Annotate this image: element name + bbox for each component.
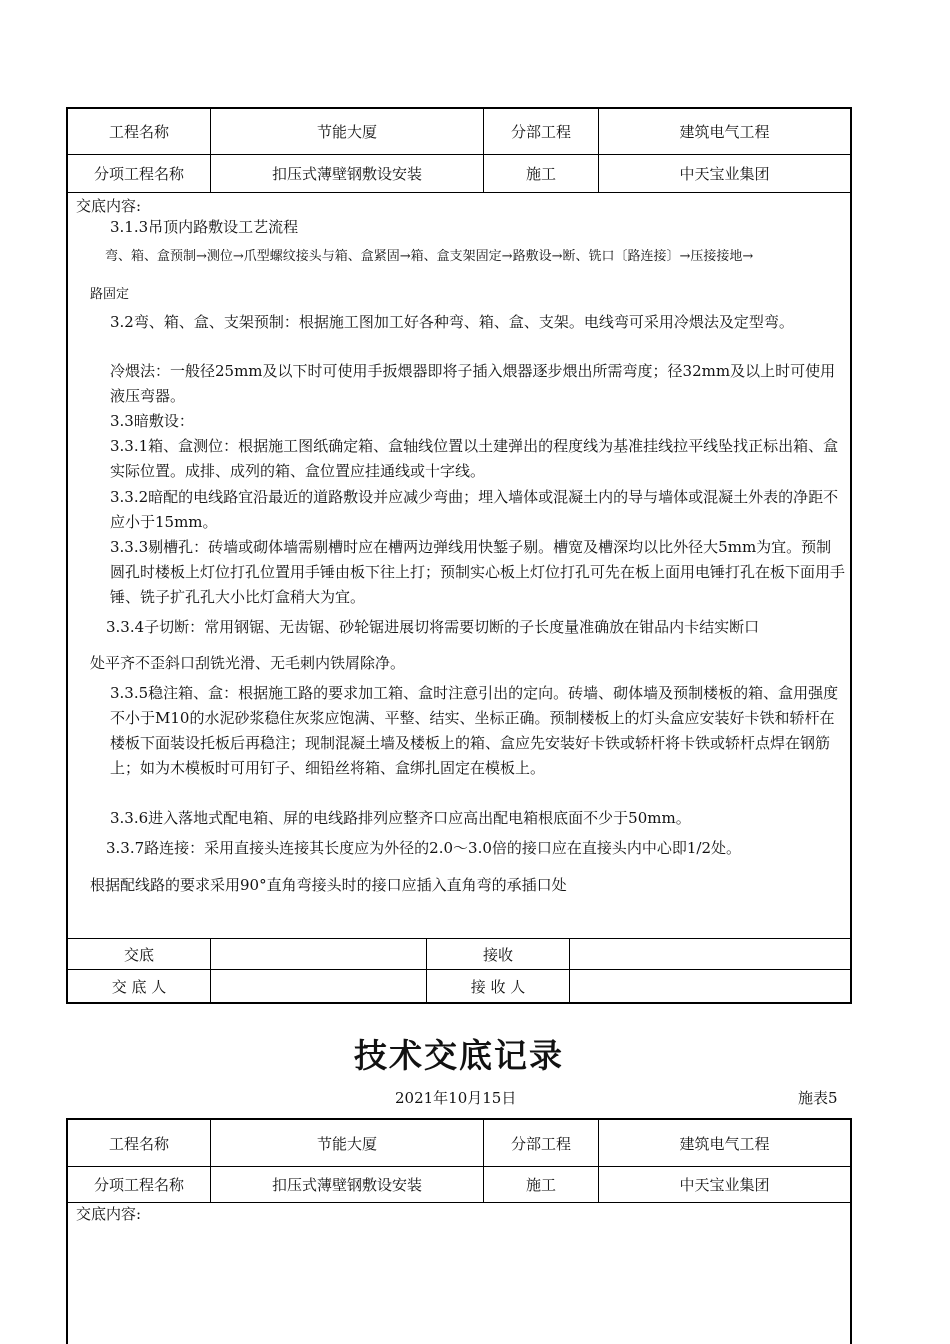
receive-label: 接收 bbox=[482, 945, 513, 964]
paragraph: 根据配线路的要求采用90°直角弯接头时的接口应插入直角弯的承插口处 bbox=[90, 876, 567, 894]
subitem-value: 扣压式薄壁钢敷设安装 bbox=[271, 165, 422, 183]
division-value: 建筑电气工程 bbox=[679, 123, 770, 141]
page-title: 技术交底记录 bbox=[354, 1036, 564, 1075]
form-number: 施表5 bbox=[798, 1089, 838, 1107]
process-flow: 弯、箱、盒预制→测位→爪型螺纹接头与箱、盒紧固→箱、盒支架固定→路敷设→断、铣口〔路连接〕→压接接地→ bbox=[105, 249, 754, 264]
paragraph: 3.3.6进入落地式配电箱、屏的电线路排列应整齐口应高出配电箱根底面不少于50mm。 bbox=[110, 809, 691, 827]
project-name-value: 节能大厦 bbox=[316, 123, 377, 141]
receiver-field[interactable] bbox=[570, 970, 850, 1002]
project-name-label: 工程名称 bbox=[108, 123, 169, 141]
table1-border-right bbox=[850, 107, 852, 1004]
contractor-label: 施工 bbox=[525, 165, 556, 183]
content-label: 交底内容: bbox=[76, 1205, 142, 1223]
paragraph: 3.3.7路连接：采用直接头连接其长度应为外径的2.0～3.0倍的接口应在直接头内中心即1/2处。 bbox=[106, 839, 742, 857]
handover-field[interactable] bbox=[211, 939, 426, 969]
content-label: 交底内容: bbox=[76, 197, 142, 215]
contractor-label: 施工 bbox=[525, 1176, 556, 1194]
subitem-label: 分项工程名称 bbox=[93, 1176, 184, 1194]
paragraph: 3.3.1箱、盒测位：根据施工图纸确定箱、盒轴线位置以土建弹出的程度线为基准挂线拉平线坠找正标出箱、盒实际位置。成排、成列的箱、盒位置应挂通线或十字线。 bbox=[110, 437, 839, 480]
table2-border-right bbox=[850, 1118, 852, 1344]
paragraph: 3.3.4子切断：常用钢锯、无齿锯、砂轮锯进展切将需要切断的子长度量准确放在钳品内卡结实断口 bbox=[106, 618, 760, 636]
subitem-value: 扣压式薄壁钢敷设安装 bbox=[271, 1176, 422, 1194]
section-heading: 3.1.3吊顶内路敷设工艺流程 bbox=[110, 218, 299, 236]
handover-label: 交底 bbox=[123, 945, 154, 964]
handover-person-label: 交 底 人 bbox=[111, 977, 167, 996]
handover-person-field[interactable] bbox=[211, 970, 426, 1002]
paragraph: 3.3.2暗配的电线路宜沿最近的道路敷设并应减少弯曲；埋入墙体或混凝土内的导与墙体或混凝土外表的净距不应小于15mm。 bbox=[110, 488, 839, 531]
project-name-label: 工程名称 bbox=[108, 1134, 169, 1153]
subitem-label: 分项工程名称 bbox=[93, 165, 184, 183]
table1-border-left bbox=[66, 107, 68, 1004]
process-flow-cont: 路固定 bbox=[90, 287, 130, 302]
paragraph: 处平齐不歪斜口刮铣光滑、无毛刺内铁屑除净。 bbox=[90, 654, 406, 672]
receive-field[interactable] bbox=[570, 939, 850, 969]
division-value: 建筑电气工程 bbox=[679, 1134, 770, 1153]
table1-row-divider bbox=[66, 192, 852, 193]
contractor-value: 中天宝业集团 bbox=[679, 165, 770, 183]
paragraph: 3.3.5稳注箱、盒：根据施工路的要求加工箱、盒时注意引出的定向。砖墙、砌体墙及预制楼板的箱、盒用强度不小于M10的水泥砂浆稳住灰浆应饱满、平整、结实、坐标正确。预制楼板上的灯头盒应安装好卡铁和轿杆在楼板下面装设托板后再稳注；现制混凝土墙及楼板上的箱、盒应先安装好卡铁或轿杆将卡铁或轿杆点焊在钢筋上；如为木模板时可用钉子、细铅丝将箱、盒绑扎固定在模板上。 bbox=[110, 684, 839, 777]
paragraph: 3.2弯、箱、盒、支架预制：根据施工图加工好各种弯、箱、盒、支架。电线弯可采用冷煨法及定型弯。 bbox=[110, 313, 794, 331]
record-date: 2021年10月15日 bbox=[395, 1089, 517, 1107]
paragraph: 3.3.3剔槽孔：砖墙或砌体墙需剔槽时应在槽两边弹线用快錾子剔。槽宽及槽深均以比外径大5mm为宜。预制圆孔时楼板上灯位打孔位置用手锤由板下往上打；预制实心板上灯位打孔可先在板上面用电锤打孔在板下面用手锤、铣子扩孔孔大小比灯盒稍大为宜。 bbox=[110, 538, 846, 606]
paragraph: 冷煨法：一般径25mm及以下时可使用手扳煨器即将子插入煨器逐步煨出所需弯度；径32mm及以上时可使用液压弯器。 bbox=[110, 362, 836, 405]
contractor-value: 中天宝业集团 bbox=[679, 1176, 770, 1194]
division-label: 分部工程 bbox=[510, 1134, 571, 1153]
project-name-value: 节能大厦 bbox=[316, 1134, 377, 1153]
table2-row-divider bbox=[66, 1202, 852, 1203]
table1-border-bottom bbox=[66, 1002, 852, 1004]
receiver-label: 接 收 人 bbox=[470, 977, 526, 996]
division-label: 分部工程 bbox=[510, 123, 571, 141]
paragraph: 3.3暗敷设： bbox=[110, 412, 194, 430]
